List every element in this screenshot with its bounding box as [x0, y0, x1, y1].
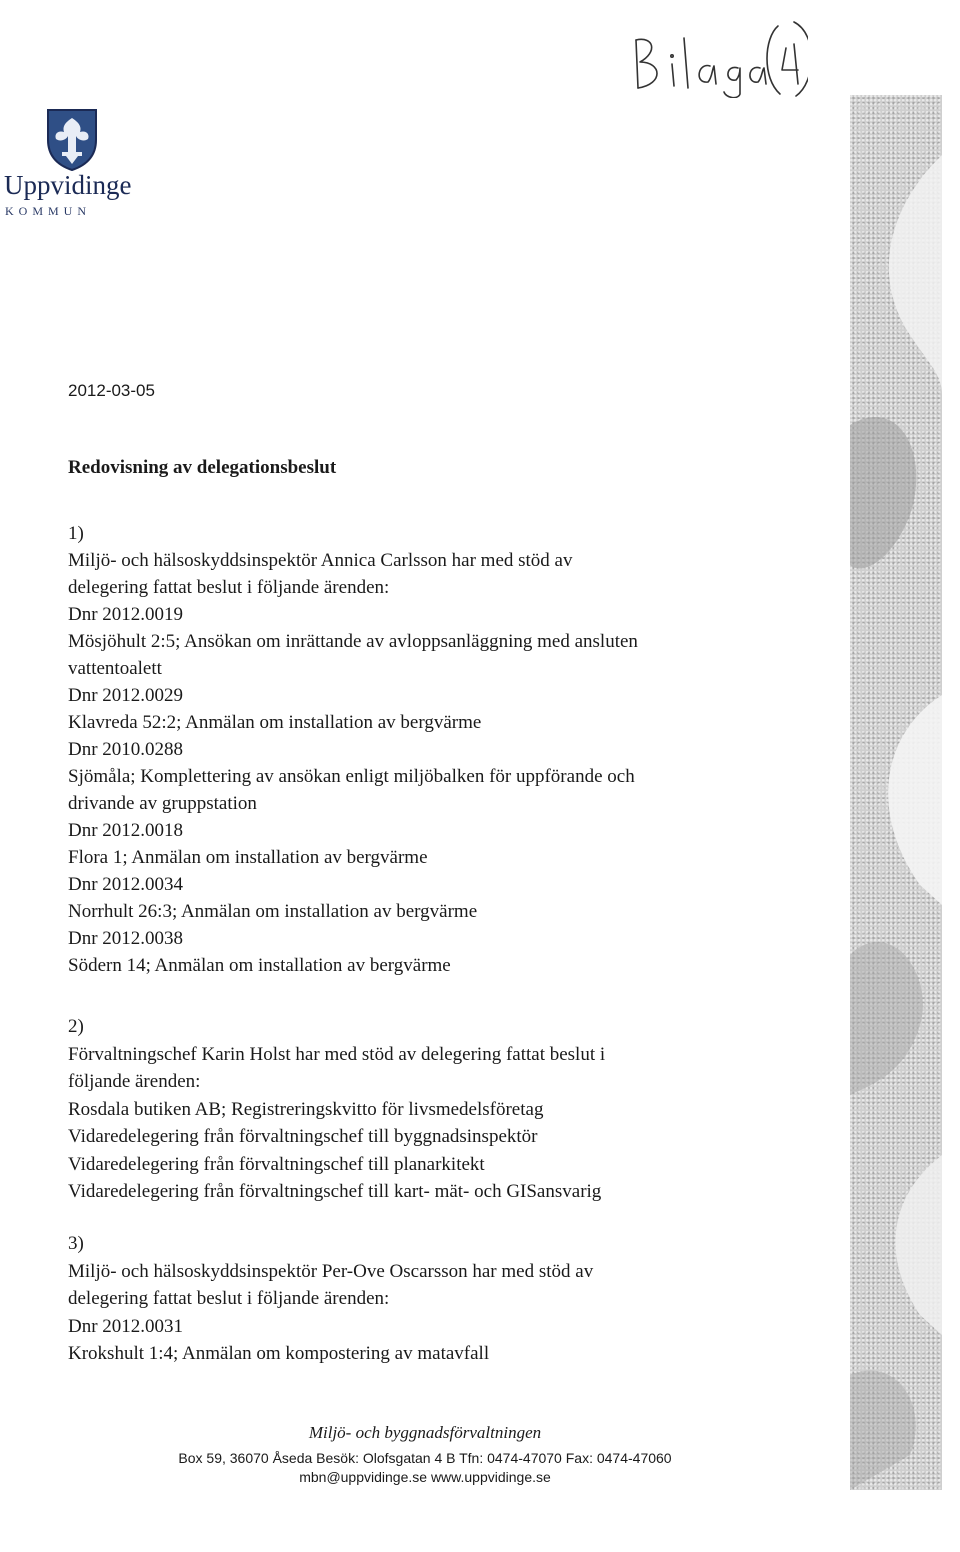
- section-2-line: Förvaltningschef Karin Holst har med stöd av delegering fattat beslut i: [68, 1043, 606, 1065]
- case-description: Mösjöhult 2:5; Ansökan om inrättande av avloppsanläggning med ansluten: [68, 631, 638, 652]
- case-description: vattentoalett: [68, 658, 162, 679]
- case-number: Dnr 2012.0019: [68, 604, 184, 625]
- footer-department: Miljö- och byggnadsförvaltningen: [308, 1423, 542, 1442]
- document-title: Redovisning av delegationsbeslut: [68, 457, 337, 478]
- case-number: Dnr 2012.0034: [68, 874, 184, 895]
- case-description: Södern 14; Anmälan om installation av bergvärme: [68, 955, 451, 976]
- case-number: Dnr 2010.0288: [68, 739, 184, 760]
- section-1-number: 1): [68, 523, 84, 544]
- section-1: [68, 520, 638, 979]
- case-number: Dnr 2012.0031: [68, 1315, 184, 1337]
- organization-name: Uppvidinge: [4, 170, 132, 200]
- section-1-line: Miljö- och hälsoskyddsinspektör Annica Carlsson har med stöd av: [68, 550, 573, 571]
- footer-contact: mbn@uppvidinge.se www.uppvidinge.se: [299, 1469, 551, 1485]
- case-description: Norrhult 26:3; Anmälan om installation av bergvärme: [68, 901, 478, 922]
- decision-item: Vidaredelegering från förvaltningschef till planarkitekt: [68, 1153, 485, 1175]
- footer-address: Box 59, 36070 Åseda Besök: Olofsgatan 4 B Tfn: 0474-47070 Fax: 0474-47060: [178, 1450, 672, 1466]
- section-3: [68, 1230, 593, 1368]
- section-2-line: följande ärenden:: [68, 1071, 201, 1092]
- decision-item: Rosdala butiken AB; Registreringskvitto för livsmedelsföretag: [68, 1098, 544, 1120]
- organization-subtitle: KOMMUN: [5, 204, 92, 218]
- decision-item: Vidaredelegering från förvaltningschef till kart- mät- och GISansvarig: [68, 1181, 602, 1202]
- section-2-number: 2): [68, 1016, 84, 1037]
- shield-icon: [44, 106, 100, 172]
- case-description: Krokshult 1:4; Anmälan om kompostering av matavfall: [68, 1343, 490, 1364]
- case-description: drivande av gruppstation: [68, 793, 257, 814]
- section-1-line: delegering fattat beslut i följande ärenden:: [68, 577, 390, 598]
- case-number: Dnr 2012.0018: [68, 820, 184, 841]
- case-description: Sjömåla; Komplettering av ansökan enligt miljöbalken för uppförande och: [68, 766, 635, 787]
- case-number: Dnr 2012.0029: [68, 685, 184, 706]
- decorative-side-band: [850, 95, 942, 1490]
- municipality-coat-of-arms-logo: [44, 106, 100, 172]
- section-3-line: delegering fattat beslut i följande ärenden:: [68, 1288, 390, 1309]
- section-3-number: 3): [68, 1233, 84, 1254]
- section-2: [68, 1013, 605, 1206]
- section-3-line: Miljö- och hälsoskyddsinspektör Per-Ove Oscarsson har med stöd av: [68, 1260, 594, 1282]
- decision-item: Vidaredelegering från förvaltningschef till byggnadsinspektör: [68, 1126, 538, 1147]
- side-band-pattern: [850, 95, 942, 1490]
- handwritten-annotation: [628, 18, 808, 98]
- handwritten-bilaga-4: [628, 18, 808, 98]
- document-date: 2012-03-05: [68, 381, 155, 400]
- case-description: Flora 1; Anmälan om installation av bergvärme: [68, 847, 428, 868]
- case-number: Dnr 2012.0038: [68, 928, 184, 949]
- case-description: Klavreda 52:2; Anmälan om installation av bergvärme: [68, 712, 482, 733]
